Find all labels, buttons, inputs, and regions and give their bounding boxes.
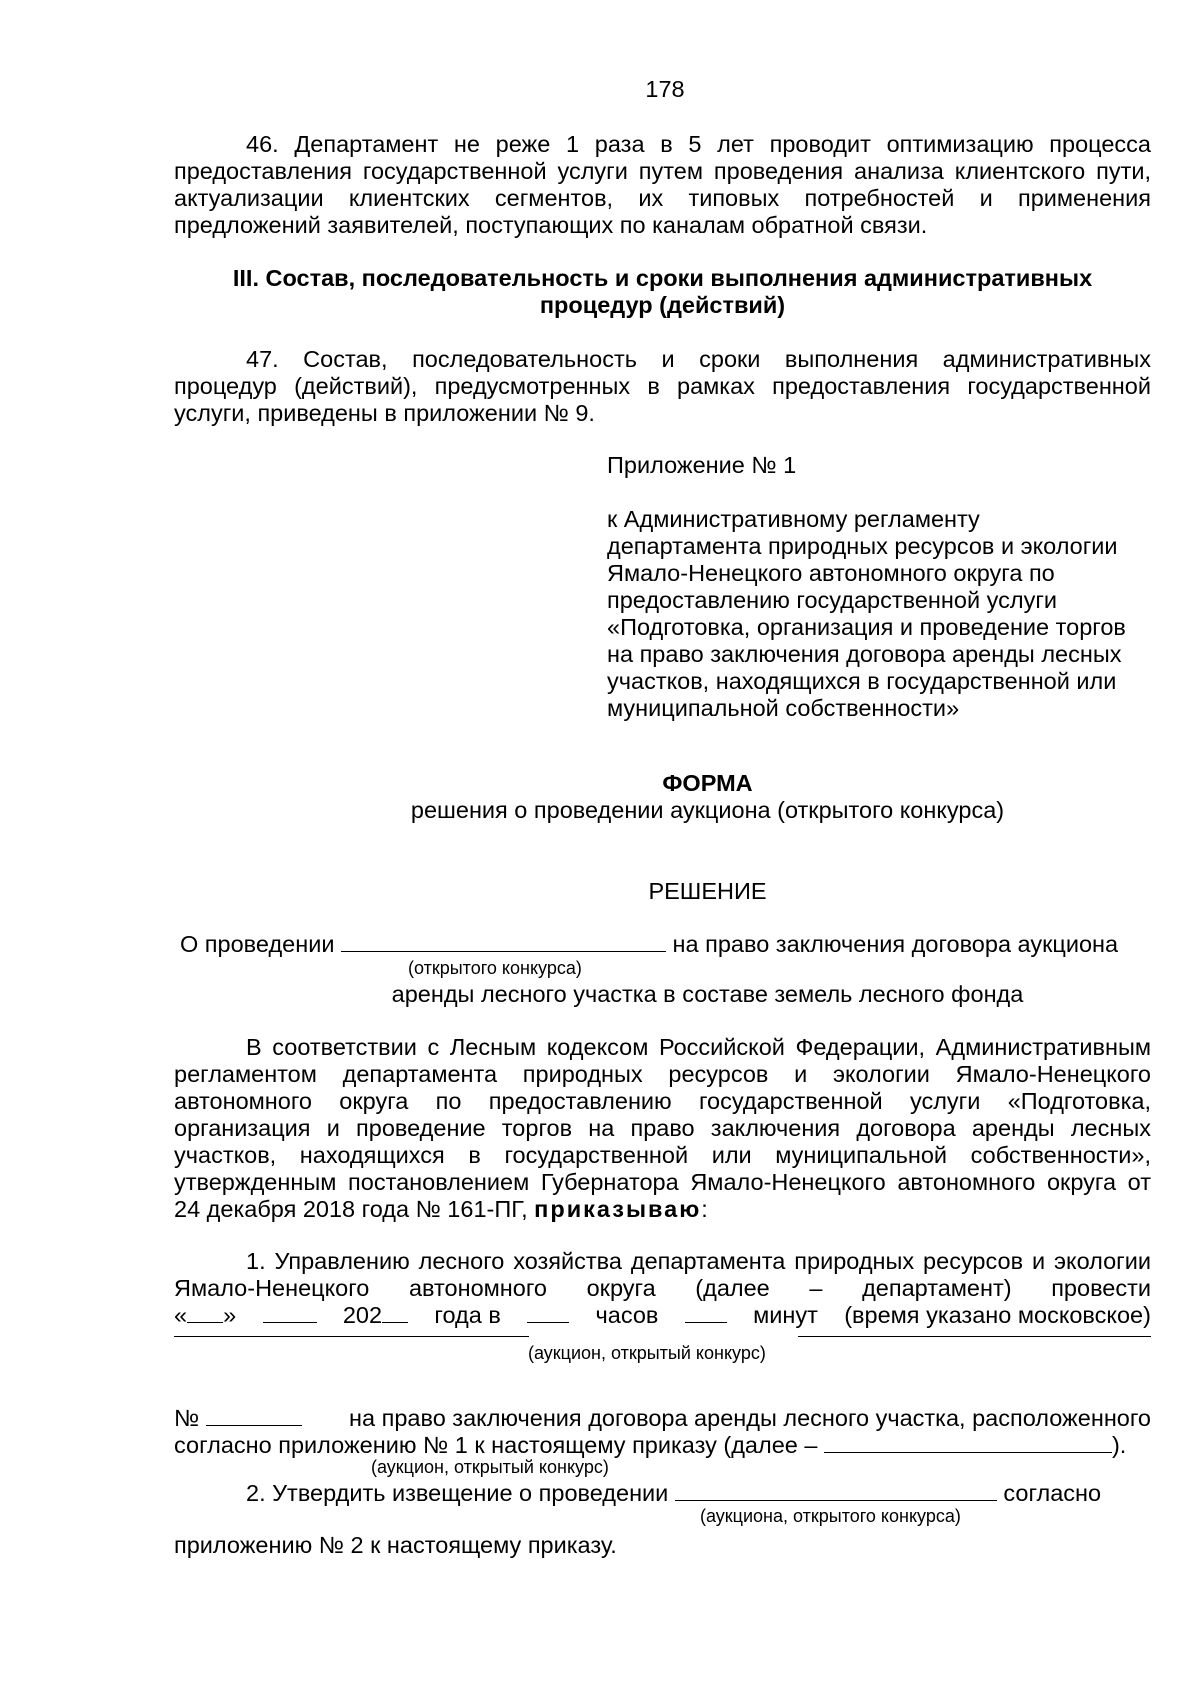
form-title: ФОРМА [662,770,753,796]
appendix-line: муниципальной собственности» [607,695,960,721]
appendix-line: участков, находящихся в государственной или [607,668,1117,694]
annex-line-end: ). [1111,1432,1127,1458]
paragraph-46: 46. Департамент не реже 1 раза в 5 лет проводит оптимизацию процесса предоставления государственной услуги путем проведения анализа клиентского пути, актуализации клиентских сегментов, их типовых потребностей и применения предложений заявителей, поступающих по каналам обратной связи. [174,131,1151,238]
auction-type-line-left[interactable] [174,1336,529,1337]
appendix-line: департамента природных ресурсов и экологии [607,533,1118,559]
appendix-line: к Административному регламенту [607,506,980,532]
order-word: приказываю [534,1196,702,1222]
decision-title: РЕШЕНИЕ [648,878,767,904]
decision-line-start: О проведении [180,931,335,957]
decision-line [180,931,1160,958]
number-sign: № [174,1405,200,1431]
accordance-paragraph [174,1034,1151,1223]
appendix-reference [607,506,1167,722]
section-title-line-1: III. Состав, последовательность и сроки выполнения административных [232,265,1093,291]
auction-type-blank[interactable] [341,931,666,952]
hours-label: часов [595,1302,659,1328]
appendix-line: предоставлению государственной услуги [607,587,1058,613]
short-name-blank[interactable] [824,1432,1112,1453]
date-day: « » [174,1302,237,1328]
auction-hint-2: (аукцион, открытый конкурс) [371,1457,609,1477]
section-title-line-2: процедур (действий) [539,292,786,318]
decision-hint: (открытого конкурса) [408,958,582,978]
appendix-line: «Подготовка, организация и проведение торгов [607,614,1126,640]
paragraph-47: 47. Состав, последовательность и сроки выполнения административных процедур (действий), предусмотренных в рамках предоставления государственной услуги, приведены в приложении № 9. [174,346,1151,426]
item-2-line-2: приложению № 2 к настоящему приказу. [174,1532,617,1558]
number-blank[interactable] [206,1405,302,1426]
form-subtitle: решения о проведении аукциона (открытого конкурса) [410,797,1005,823]
no-line-text: на право заключения договора аренды лесного участка, расположенного [349,1405,1151,1431]
annex-line-text: согласно приложению № 1 к настоящему приказу (далее – [174,1432,818,1458]
time-note: (время указано московское) [844,1302,1151,1328]
item-1-date-line [174,1302,1151,1329]
month-blank[interactable] [263,1302,317,1323]
no-line [174,1405,1151,1432]
item-2-end: согласно [1003,1480,1102,1506]
annex-line [174,1432,1164,1459]
appendix-label: Приложение № 1 [607,452,797,478]
item-2-hint: (аукциона, открытого конкурса) [700,1506,961,1526]
appendix-line: Ямало-Ненецкого автономного округа по [607,560,1055,586]
item-2-line [246,1480,1166,1507]
goda-v-label: года в [434,1302,501,1328]
item-2-start: 2. Утвердить извещение о проведении [246,1480,669,1506]
auction-hint: (аукцион, открытый конкурс) [528,1343,766,1363]
page-number: 178 [645,76,685,102]
decision-line-end: на право заключения договора аукциона [672,931,1119,957]
notice-blank[interactable] [675,1480,997,1501]
date-year: 202 [343,1302,408,1329]
year-blank[interactable] [382,1302,408,1323]
item-1-text: 1. Управлению лесного хозяйства департамента природных ресурсов и экологии Ямало-Ненецкого автономного округа (далее – департамент) провести [174,1248,1151,1301]
order-colon: : [701,1196,708,1222]
auction-type-line-right[interactable] [798,1336,1151,1337]
minutes-label: минут [753,1302,818,1328]
hours-blank[interactable] [527,1302,569,1323]
decision-line-2: аренды лесного участка в составе земель лесного фонда [391,981,1024,1007]
minutes-blank[interactable] [685,1302,727,1323]
appendix-line: на право заключения договора аренды лесных [607,641,1122,667]
day-blank[interactable] [187,1302,223,1323]
no-group [174,1405,302,1432]
accordance-text: В соответствии с Лесным кодексом Российской Федерации, Административным регламентом департамента природных ресурсов и экологии Ямало-Ненецкого автономного округа по предоставлению государственной услуги «Подготовка, организация и проведение торгов на право заключения договора аренды лесных участков, находящихся в государственной или муниципальной собственности», утвержденным постановлением Губернатора Ямало-Ненецкого автономного округа от 24 декабря 2018 года № 161-ПГ, [174,1034,1151,1222]
